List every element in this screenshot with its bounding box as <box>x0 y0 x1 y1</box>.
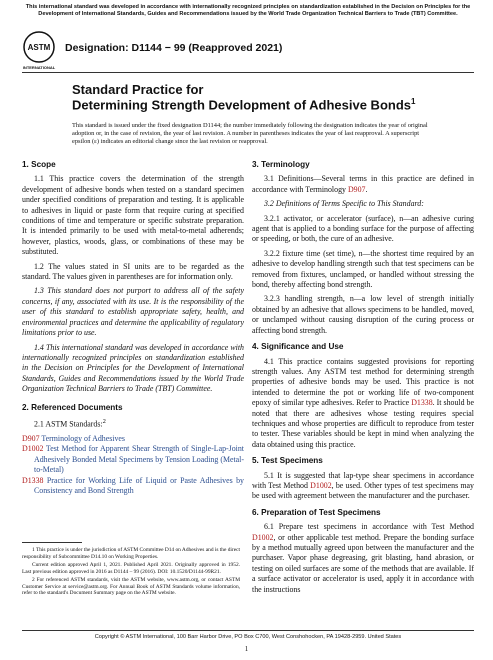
tbt-notice: This international standard was developed in accordance with internationally recognized principles on standardization established in the Decision on Principles for the Development of International Standards, Guides and Recommendations issued by the World Trade Organization Technical Barriers to Trade (TBT) Committee. <box>25 4 471 17</box>
reference-title-link[interactable]: Terminology of Adhesives <box>41 433 125 443</box>
reference-title-link[interactable]: Practice for Working Life of Liquid or Paste Adhesives by Consistency and Bond Strength <box>34 475 244 495</box>
para-3-2-1: 3.2.1 activator, or accelerator (surface), n—an adhesive curing agent that is applied to a bonding surface for the purpose of affecting or speeding, or both, the cure of an adhesive. <box>252 213 474 244</box>
header-divider <box>22 72 474 73</box>
para-3-1-text: 3.1 Definitions—Several terms in this practice are defined in accordance with Terminology <box>252 174 474 194</box>
footnotes <box>22 547 240 599</box>
footer-divider <box>22 630 474 631</box>
title-footnote-ref: 1 <box>411 97 416 106</box>
para-4-1 <box>252 357 474 451</box>
reference-code-link[interactable]: D1338 <box>22 475 44 485</box>
issued-note: This standard is issued under the fixed designation D1144; the number immediately following the designation indicates the year of original adoption or, in the case of revision, the year of last revision. A number in parentheses indicates the year of last reapproval. A superscript epsilon (ε) indicates an editorial change since the last revision or reapproval. <box>72 122 428 145</box>
section-heading-scope: 1. Scope <box>22 160 56 169</box>
para-4-1-text-b: . It should be noted that there are adhesives whose testing requires special techniques and whose properties are difficult to reproduce from tester to tester. These variables should be kept in mind when analyzing the data obtained using this practice. <box>252 398 474 449</box>
reference-code-link[interactable]: D907 <box>347 184 366 194</box>
title-line-1: Standard Practice for <box>72 82 204 97</box>
para-1-2: 1.2 The values stated in SI units are to be regarded as the standard. The values given in parentheses are for information only. <box>22 261 244 282</box>
section-heading-significance: 4. Significance and Use <box>252 342 344 352</box>
footnote-ref-2: 2 <box>102 417 106 425</box>
para-6-1 <box>252 522 474 595</box>
para-6-1-text-b: , or other applicable test method. Prepare the bonding surface by a method mutually agreed upon between the manufacturer and the purchaser. Vapor phase degreasing, grit blasting, hand abrasion, or testing on oiled surfaces are some of the methods that are available. If a surface activator or accelerator is used, apply it in accordance with the instructions <box>252 532 474 594</box>
footnote-2: 2 For referenced ASTM standards, visit the ASTM website, www.astm.org, or contact ASTM Customer Service at service@astm.org. For Annual Book of ASTM Standards volume information, refer to the standard's Document Summary page on the ASTM website. <box>22 577 240 596</box>
reference-code-link[interactable]: D1002 <box>310 480 332 490</box>
footnote-divider <box>22 542 82 543</box>
reference-item[interactable] <box>22 476 244 497</box>
para-3-2-3: 3.2.3 handling strength, n—a low level of strength initially obtained by an adhesive that allows specimens to be handled, moved, or unclamped without causing disruption of the curing process or affecting bond strength. <box>252 294 474 335</box>
reference-item[interactable] <box>22 444 244 475</box>
title-line-2 <box>72 97 415 112</box>
reference-title-link[interactable]: Test Method for Apparent Shear Strength of Single-Lap-Joint Adhesively Bonded Metal Specimens by Tension Loading (Metal-to-Metal) <box>34 444 244 475</box>
para-2-1 <box>22 417 244 430</box>
para-5-1-text-b: , be used. Other types of test specimens may be used with agreement between the manufacturer and the purchaser. <box>252 480 474 501</box>
section-heading-referenced-documents: 2. Referenced Documents <box>22 402 123 412</box>
para-4-1-text-a: 4.1 This practice contains suggested provisions for reporting strength values. Any ASTM test method for determining strength properties of adhesive bonds may be used. This practice is not intended to determine the pot or working life of two-component epoxy of similar type adhesives. Refer to Practice <box>252 356 474 408</box>
astm-logo <box>22 30 56 72</box>
reference-code-link[interactable]: D1002 <box>22 444 44 454</box>
para-5-1-text-a: 5.1 It is suggested that lap-type shear specimens in accordance with Test Method <box>252 470 474 490</box>
designation: Designation: D1144 − 99 (Reapproved 2021) <box>65 42 283 54</box>
para-1-4: 1.4 This international standard was developed in accordance with internationally recognized principles on standardization established in the Decision on Principles for the Development of International Standards, Guides and Recommendations issued by the World Trade Organization Technical Barriers to Trade (TBT) Committee. <box>22 342 244 394</box>
reference-code-link[interactable]: D907 <box>22 433 40 443</box>
reference-item[interactable] <box>22 434 244 444</box>
footnote-1-edition: Current edition approved April 1, 2021. Published April 2021. Originally approved in 1952. Last previous edition approved in 2016 as D1144 – 99 (2016). DOI: 10.1520/D1144-99R21. <box>22 562 240 575</box>
section-heading-preparation: 6. Preparation of Test Specimens <box>252 507 381 517</box>
right-column <box>252 158 474 599</box>
para-3-2-2: 3.2.2 fixture time (set time), n—the shortest time required by an adhesive to develop handling strength such that test specimens can be removed from fixtures, unclamped, or handled without stressing the bond, thereby affecting bond strength. <box>252 248 474 290</box>
reference-code-link[interactable]: D1002 <box>252 532 274 542</box>
section-heading-test-specimens: 5. Test Specimens <box>252 456 323 466</box>
section-heading-terminology: 3. Terminology <box>252 160 310 169</box>
para-1-1: 1.1 This practice covers the determination of the strength development of adhesive bonds when tested on a standard specimen under specified conditions of preparation and testing. It is applicable to adhesives in liquid or paste form that require curing at specified conditions of time and temperature or specific substrate preparation. It is intended primarily to be used with metal-to-metal adherends; however, plastics, woods, glass, or combinations of these may be substituted. <box>22 174 244 257</box>
page-number: 1 <box>244 645 249 653</box>
para-3-2: 3.2 Definitions of Terms Specific to This Standard: <box>264 199 424 209</box>
copyright-footer: Copyright © ASTM International, 100 Barr Harbor Drive, PO Box C700, West Conshohocken, PA 19428-2959. United States <box>94 634 402 640</box>
para-1-3: 1.3 This standard does not purport to address all of the safety concerns, if any, associated with its use. It is the responsibility of the user of this standard to establish appropriate safety, health, and environmental practices and determine the applicability of regulatory limitations prior to use. <box>22 286 244 338</box>
para-6-1-text-a: 6.1 Prepare test specimens in accordance with Test Method <box>264 522 474 532</box>
logo-subtext: INTERNATIONAL <box>22 65 56 70</box>
para-5-1 <box>252 471 474 502</box>
logo-text: ASTM <box>27 43 51 52</box>
reference-code-link[interactable]: D1338 <box>411 398 433 408</box>
left-column <box>22 158 244 496</box>
para-2-1-text: 2.1 ASTM Standards: <box>34 419 103 429</box>
title-text: Determining Strength Development of Adhesive Bonds <box>72 97 412 113</box>
footnote-1: 1 This practice is under the jurisdiction of ASTM Committee D14 on Adhesives and is the direct responsibility of Subcommittee D14.10 on Working Properties. <box>22 547 241 560</box>
para-3-1: 3.1 Definitions—Several terms in this practice are defined in accordance with Terminology D907. <box>252 174 474 194</box>
